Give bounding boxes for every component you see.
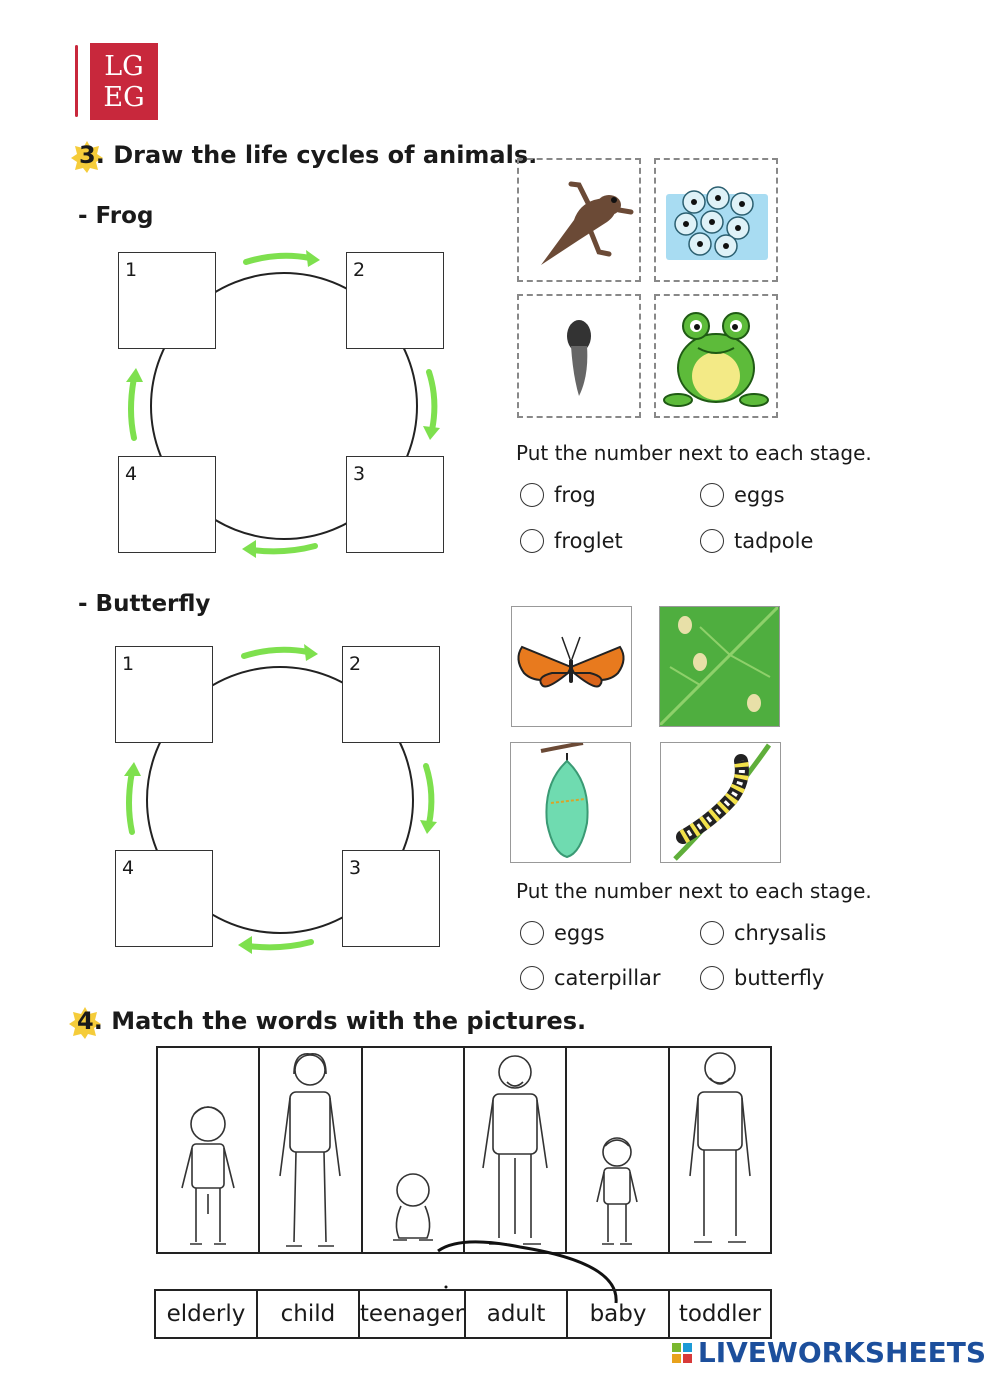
answer-circle[interactable]: [520, 966, 544, 990]
answer-circle[interactable]: [700, 529, 724, 553]
frog-eggs-picture[interactable]: [654, 158, 778, 282]
frog-option-tadpole[interactable]: tadpole: [700, 528, 813, 553]
frog-subtitle: - Frog: [78, 203, 154, 229]
answer-circle[interactable]: [700, 921, 724, 945]
teenager-figure-icon: [260, 1048, 360, 1252]
word-adult[interactable]: adult: [466, 1291, 568, 1337]
butterfly-picture[interactable]: [511, 606, 632, 727]
picture-cell-baby[interactable]: [363, 1048, 465, 1252]
picture-cell-teenager[interactable]: [260, 1048, 362, 1252]
butterfly-stage-box-4[interactable]: 4: [115, 850, 213, 947]
butterfly-stage-box-1[interactable]: 1: [115, 646, 213, 743]
adult-frog-picture[interactable]: [654, 294, 778, 418]
butterfly-instruction: Put the number next to each stage.: [516, 879, 872, 903]
elderly-figure-icon: [670, 1048, 770, 1252]
chrysalis-icon: [511, 743, 629, 861]
logo-accent-line: [75, 45, 78, 117]
logo-line-2: EG: [103, 82, 145, 113]
section-4-number: 4.: [77, 1007, 103, 1035]
word-toddler[interactable]: toddler: [678, 1301, 762, 1327]
word-child[interactable]: child: [258, 1291, 360, 1337]
froglet-icon: [519, 160, 639, 280]
answer-circle[interactable]: [520, 921, 544, 945]
section-4-heading: [77, 1007, 586, 1035]
liveworksheets-logo-icon: [672, 1343, 692, 1363]
toddler-figure-icon: [567, 1048, 667, 1252]
frog-stage-box-4[interactable]: 4: [118, 456, 216, 553]
people-picture-strip: [156, 1046, 772, 1254]
word-teenager[interactable]: teenager: [360, 1291, 466, 1337]
adult-figure-icon: [465, 1048, 565, 1252]
caterpillar-icon: [661, 743, 779, 861]
caterpillar-picture[interactable]: [660, 742, 781, 863]
leaf-eggs-icon: [660, 607, 778, 725]
section-3-title: Draw the life cycles of animals.: [113, 141, 538, 169]
frog-option-froglet[interactable]: froglet: [520, 528, 623, 553]
frog-eggs-icon: [656, 160, 776, 280]
butterfly-eggs-picture[interactable]: [659, 606, 780, 727]
butterfly-stage-box-3[interactable]: 3: [342, 850, 440, 947]
logo-line-1: LG: [104, 51, 144, 82]
section-3-number: 3.: [79, 141, 105, 169]
frog-option-frog[interactable]: frog: [520, 482, 596, 507]
picture-cell-toddler[interactable]: [567, 1048, 669, 1252]
tadpole-icon: [519, 296, 639, 416]
butterfly-stage-box-2[interactable]: 2: [342, 646, 440, 743]
froglet-picture[interactable]: [517, 158, 641, 282]
word-elderly[interactable]: elderly: [156, 1291, 258, 1337]
word-baby[interactable]: baby: [568, 1291, 670, 1337]
child-figure-icon: [158, 1048, 258, 1252]
answer-circle[interactable]: [520, 483, 544, 507]
picture-cell-child[interactable]: [158, 1048, 260, 1252]
tadpole-picture[interactable]: [517, 294, 641, 418]
frog-option-eggs[interactable]: eggs: [700, 482, 785, 507]
butterfly-option-butterfly[interactable]: butterfly: [700, 965, 824, 990]
answer-circle[interactable]: [520, 529, 544, 553]
word-bank-row: [154, 1289, 772, 1339]
butterfly-subtitle: - Butterfly: [78, 591, 211, 617]
butterfly-option-chrysalis[interactable]: chrysalis: [700, 920, 826, 945]
frog-stage-box-1[interactable]: 1: [118, 252, 216, 349]
school-logo: [90, 43, 158, 120]
answer-circle[interactable]: [700, 483, 724, 507]
liveworksheets-brand[interactable]: [672, 1336, 986, 1369]
frog-stage-box-3[interactable]: 3: [346, 456, 444, 553]
answer-circle[interactable]: [700, 966, 724, 990]
frog-stage-box-2[interactable]: 2: [346, 252, 444, 349]
baby-figure-icon: [363, 1048, 463, 1252]
chrysalis-picture[interactable]: [510, 742, 631, 863]
picture-cell-elderly[interactable]: [670, 1048, 770, 1252]
brand-text: LIVEWORKSHEETS: [697, 1336, 986, 1369]
frog-icon: [656, 296, 776, 416]
butterfly-option-eggs[interactable]: eggs: [520, 920, 605, 945]
frog-instruction: Put the number next to each stage.: [516, 441, 872, 465]
picture-cell-adult[interactable]: [465, 1048, 567, 1252]
butterfly-option-caterpillar[interactable]: caterpillar: [520, 965, 661, 990]
butterfly-icon: [512, 607, 630, 725]
section-3-heading: [79, 141, 537, 169]
section-4-title: Match the words with the pictures.: [111, 1007, 587, 1035]
